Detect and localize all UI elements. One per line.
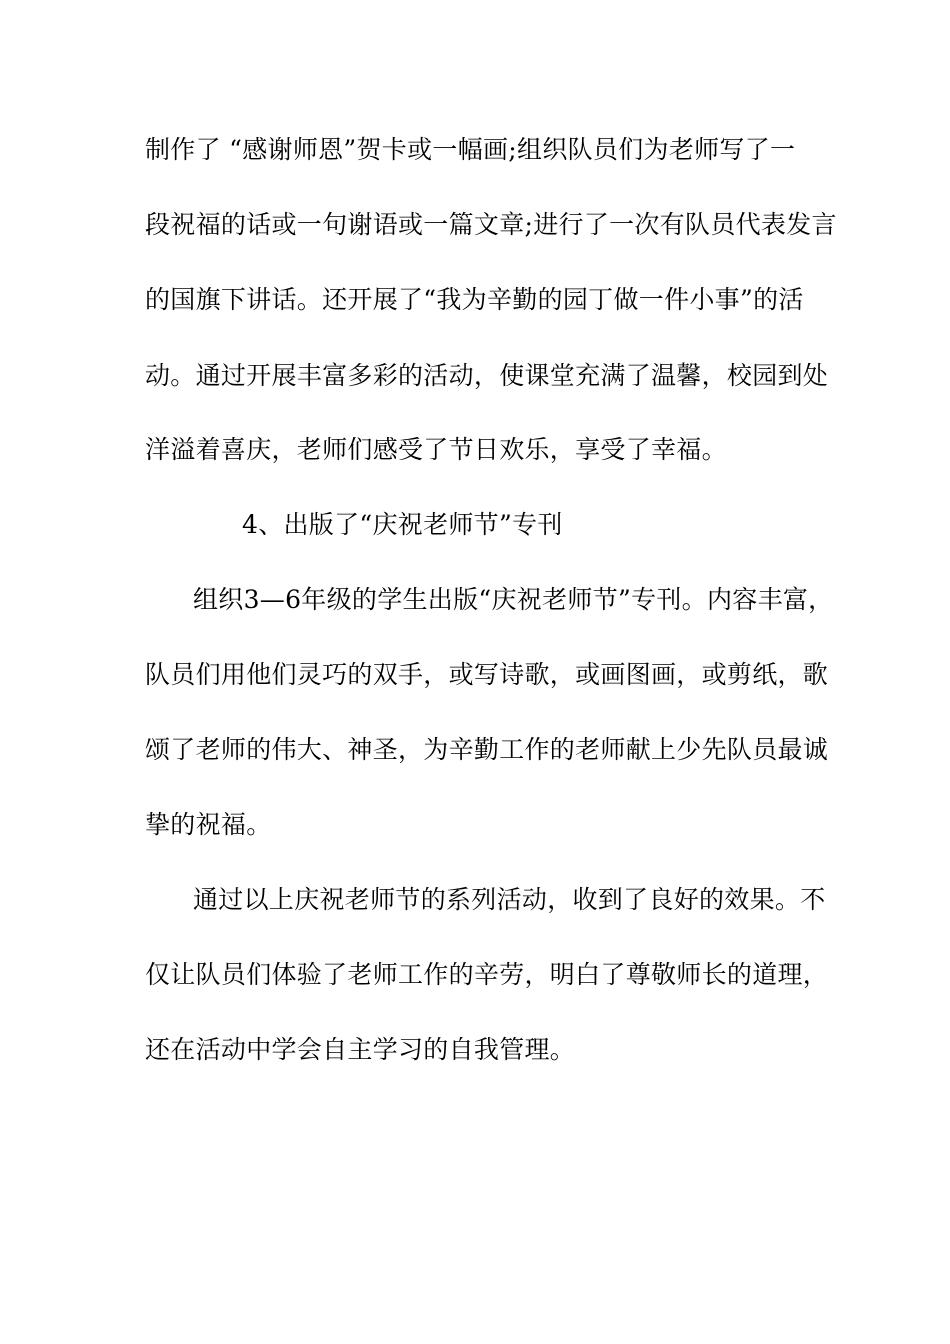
paragraph-line: 动。通过开展丰富多彩的活动，使课堂充满了温馨，校园到处: [145, 361, 829, 390]
paragraph-line: 还在活动中学会自主学习的自我管理。: [145, 1035, 576, 1064]
paragraph-line: 组织3—6年级的学生出版“庆祝老师节”专刊。内容丰富，: [193, 585, 834, 614]
paragraph-line: 队员们用他们灵巧的双手，或写诗歌，或画图画，或剪纸，歌: [145, 660, 829, 689]
paragraph-line: 仅让队员们体验了老师工作的辛劳，明白了尊敬师长的道理，: [145, 960, 829, 989]
paragraph-line: 制作了 “感谢师恩”贺卡或一幅画;组织队员们为老师写了一: [145, 135, 796, 164]
paragraph-line: 洋溢着喜庆，老师们感受了节日欢乐，享受了幸福。: [145, 435, 727, 464]
paragraph-line: 段祝福的话或一句谢语或一篇文章;进行了一次有队员代表发言: [145, 210, 837, 239]
paragraph-line: 颂了老师的伟大、神圣，为辛勤工作的老师献上少先队员最诚: [145, 735, 829, 764]
paragraph-line: 通过以上庆祝老师节的系列活动，收到了良好的效果。不: [193, 885, 826, 914]
paragraph-line: 挚的祝福。: [145, 810, 272, 839]
paragraph-line: 的国旗下讲话。还开展了“我为辛勤的园丁做一件小事”的活: [145, 285, 804, 314]
section-heading: 4、出版了“庆祝老师节”专刊: [242, 510, 563, 539]
